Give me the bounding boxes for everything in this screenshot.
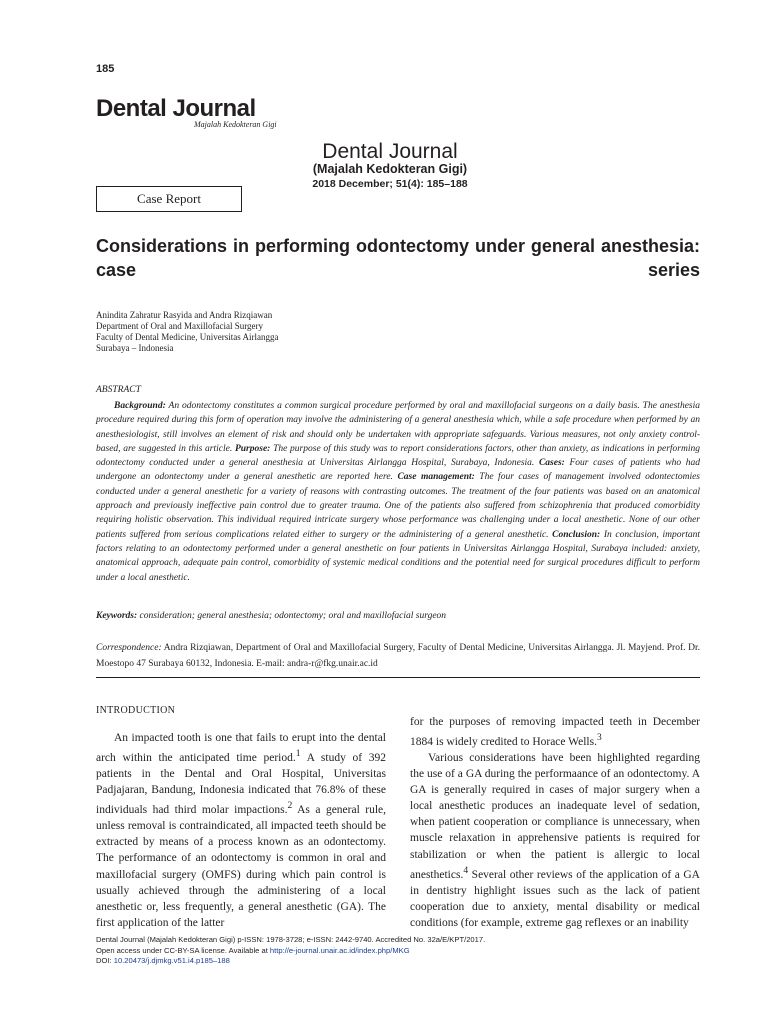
abstract-cases-text: Four cases of patients who had undergone an odontectomy under a general anesthetic are reported here. bbox=[96, 458, 700, 483]
citation-marker: 3 bbox=[596, 732, 602, 744]
introduction-heading: INTRODUCTION bbox=[96, 705, 176, 716]
page-number: 185 bbox=[96, 63, 115, 75]
abstract-purpose-label: Purpose: bbox=[234, 443, 271, 454]
correspondence-text: Andra Rizqiawan, Department of Oral and Maxillofacial Surgery, Faculty of Dental Medicine, Universitas Airlangga. Jl. Mayjend. Prof. Dr. Moestopo 47 Surabaya 60132, Indonesia. E-mail: andra-r@fkg.unair.ac.id bbox=[96, 643, 700, 669]
body-column-left bbox=[96, 703, 386, 931]
authors: Anindita Zahratur Rasyida and Andra Rizqiawan bbox=[96, 310, 273, 320]
citation-marker: 1 bbox=[295, 748, 301, 760]
intro-text: Various considerations have been highlighted regarding the use of a GA during the performaance of an odontectomy. A GA is generally required in cases of major surgery when a local anesthetic produces an inadequate level of sedation, when patient cooperation or compliance is unnecessary, when muscle relaxation in apprehensive patients is required for stabilization or when the patient is allergic to local anesthetics. bbox=[410, 752, 700, 881]
article-title: Considerations in performing odontectomy under general anesthesia: case series bbox=[96, 236, 700, 280]
intro-text: An impacted tooth is one that fails to erupt into the dental arch within the anticipated time period. bbox=[96, 732, 386, 765]
journal-url-link[interactable]: http://e-journal.unair.ac.id/index.php/MKG bbox=[269, 945, 410, 955]
intro-text: As a general rule, unless removal is contraindicated, all impacted teeth should be extracted by means of a process known as an odontectomy. The performance of an odontectomy is common in oral and maxillofacial surgery (OMFS) during which pain control is usually achieved through the administering of a local anesthetic or, less frequently, a general anesthetic (GA). The first application of the latter bbox=[96, 804, 386, 929]
logo-subtitle: Majalah Kedokteran Gigi bbox=[194, 120, 277, 129]
abstract-body bbox=[96, 399, 700, 585]
citation-marker: 4 bbox=[463, 864, 469, 876]
section-divider bbox=[96, 677, 700, 678]
abstract-background-label: Background: bbox=[114, 401, 166, 411]
abstract-conclusion-label: Conclusion: bbox=[552, 529, 601, 540]
page-footer bbox=[96, 935, 700, 967]
intro-text: Several other reviews of the application of a GA in dentistry highlight issues such as the lack of patient cooperation due to anxiety, mental disability or medical conditions (for example, extreme gag reflexes or an inability bbox=[410, 868, 700, 929]
masthead-subtitle: (Majalah Kedokteran Gigi) bbox=[312, 162, 468, 176]
affiliation-department: Department of Oral and Maxillofacial Surgery bbox=[96, 321, 264, 331]
keywords-text: consideration; general anesthesia; odontectomy; oral and maxillofacial surgeon bbox=[137, 611, 447, 621]
abstract-heading: ABSTRACT bbox=[96, 385, 141, 395]
footer-license-text: Open access under CC-BY-SA license. Available at bbox=[96, 945, 270, 955]
abstract-conclusion-text: In conclusion, important factors relating to an odontectomy performed under a general anesthetic on four patients in Universitas Airlangga Hospital, Surabaya included: anxiety, anatomical approach, adequate pain control, comorbidity of systemic medical conditions and the potential need for surgical procedures difficult to perform under a local anesthetic. bbox=[96, 529, 700, 583]
keywords-label: Keywords: bbox=[96, 611, 138, 621]
masthead-issue: 2018 December; 51(4): 185–188 bbox=[312, 178, 468, 190]
journal-logo bbox=[96, 95, 277, 129]
footer-license bbox=[96, 946, 700, 957]
masthead-title: Dental Journal bbox=[322, 140, 458, 163]
intro-paragraph-2 bbox=[410, 750, 700, 931]
affiliation-city: Surabaya – Indonesia bbox=[96, 343, 174, 353]
logo-title: Dental Journal bbox=[96, 95, 256, 122]
correspondence-label: Correspondence: bbox=[96, 643, 162, 653]
abstract-purpose-text: The purpose of this study was to report considerations factors, other than anxiety, as indications in performing odontectomy conducted under a general anesthesia at Universitas Airlangga Hospital, Surabaya, Indonesia. bbox=[96, 443, 701, 469]
abstract-management-text: The four cases of management involved odontectomies conducted under a general anesthetic for a variety of reasons with contrasting outcomes. The treatment of the four patients was based on an anatomical approach and previously ineffective pain control due to greater trauma. One of the patients also suffered from schizophrenia that produced comorbidity requiring holistic observation. This individual required intricate surgery whose performance was challenging under a local anesthetic. None of our other patients suffered from serious complications related either to surgery or the administering of a general anesthetic. bbox=[96, 472, 700, 540]
affiliation-faculty: Faculty of Dental Medicine, Universitas Airlangga bbox=[96, 332, 279, 342]
abstract-management-label: Case management: bbox=[397, 472, 475, 483]
doi-label: DOI: bbox=[96, 956, 114, 965]
article-type-box: Case Report bbox=[96, 186, 242, 212]
keywords bbox=[96, 611, 700, 621]
intro-text: A study of 392 patients in the Dental and Oral Hospital, Universitas Padjajaran, Bandung, Indonesia indicated that 76.8% of these individuals had third molar impactions. bbox=[96, 752, 386, 817]
footer-issn: Dental Journal (Majalah Kedokteran Gigi) p-ISSN: 1978-3728; e-ISSN: 2442-9740. Accredited No. 32a/E/KPT/2017. bbox=[96, 935, 486, 944]
intro-paragraph-1 bbox=[96, 730, 386, 931]
abstract-cases-label: Cases: bbox=[538, 458, 565, 469]
abstract-background-text: An odontectomy constitutes a common surgical procedure performed by oral and maxillofacial surgeons on a daily basis. The anesthesia procedure required during this form of operation may involve the administering of a general anesthesia which, while a safe procedure when performed by an anesthesiologist, still involves an element of risk and should only be undertaken with appropriate safeguards. Various measures, not only anxiety control-based, are suggested in this article. bbox=[96, 401, 700, 454]
body-column-right bbox=[410, 714, 700, 931]
intro-paragraph-continued bbox=[410, 714, 700, 750]
author-block bbox=[96, 310, 496, 354]
intro-text: for the purposes of removing impacted teeth in December 1884 is widely credited to Horace Wells. bbox=[410, 716, 700, 748]
citation-marker: 2 bbox=[287, 800, 293, 812]
doi-link[interactable]: 10.20473/j.djmkg.v51.i4.p185–188 bbox=[113, 956, 230, 965]
footer-doi bbox=[96, 956, 700, 967]
correspondence bbox=[96, 641, 700, 672]
